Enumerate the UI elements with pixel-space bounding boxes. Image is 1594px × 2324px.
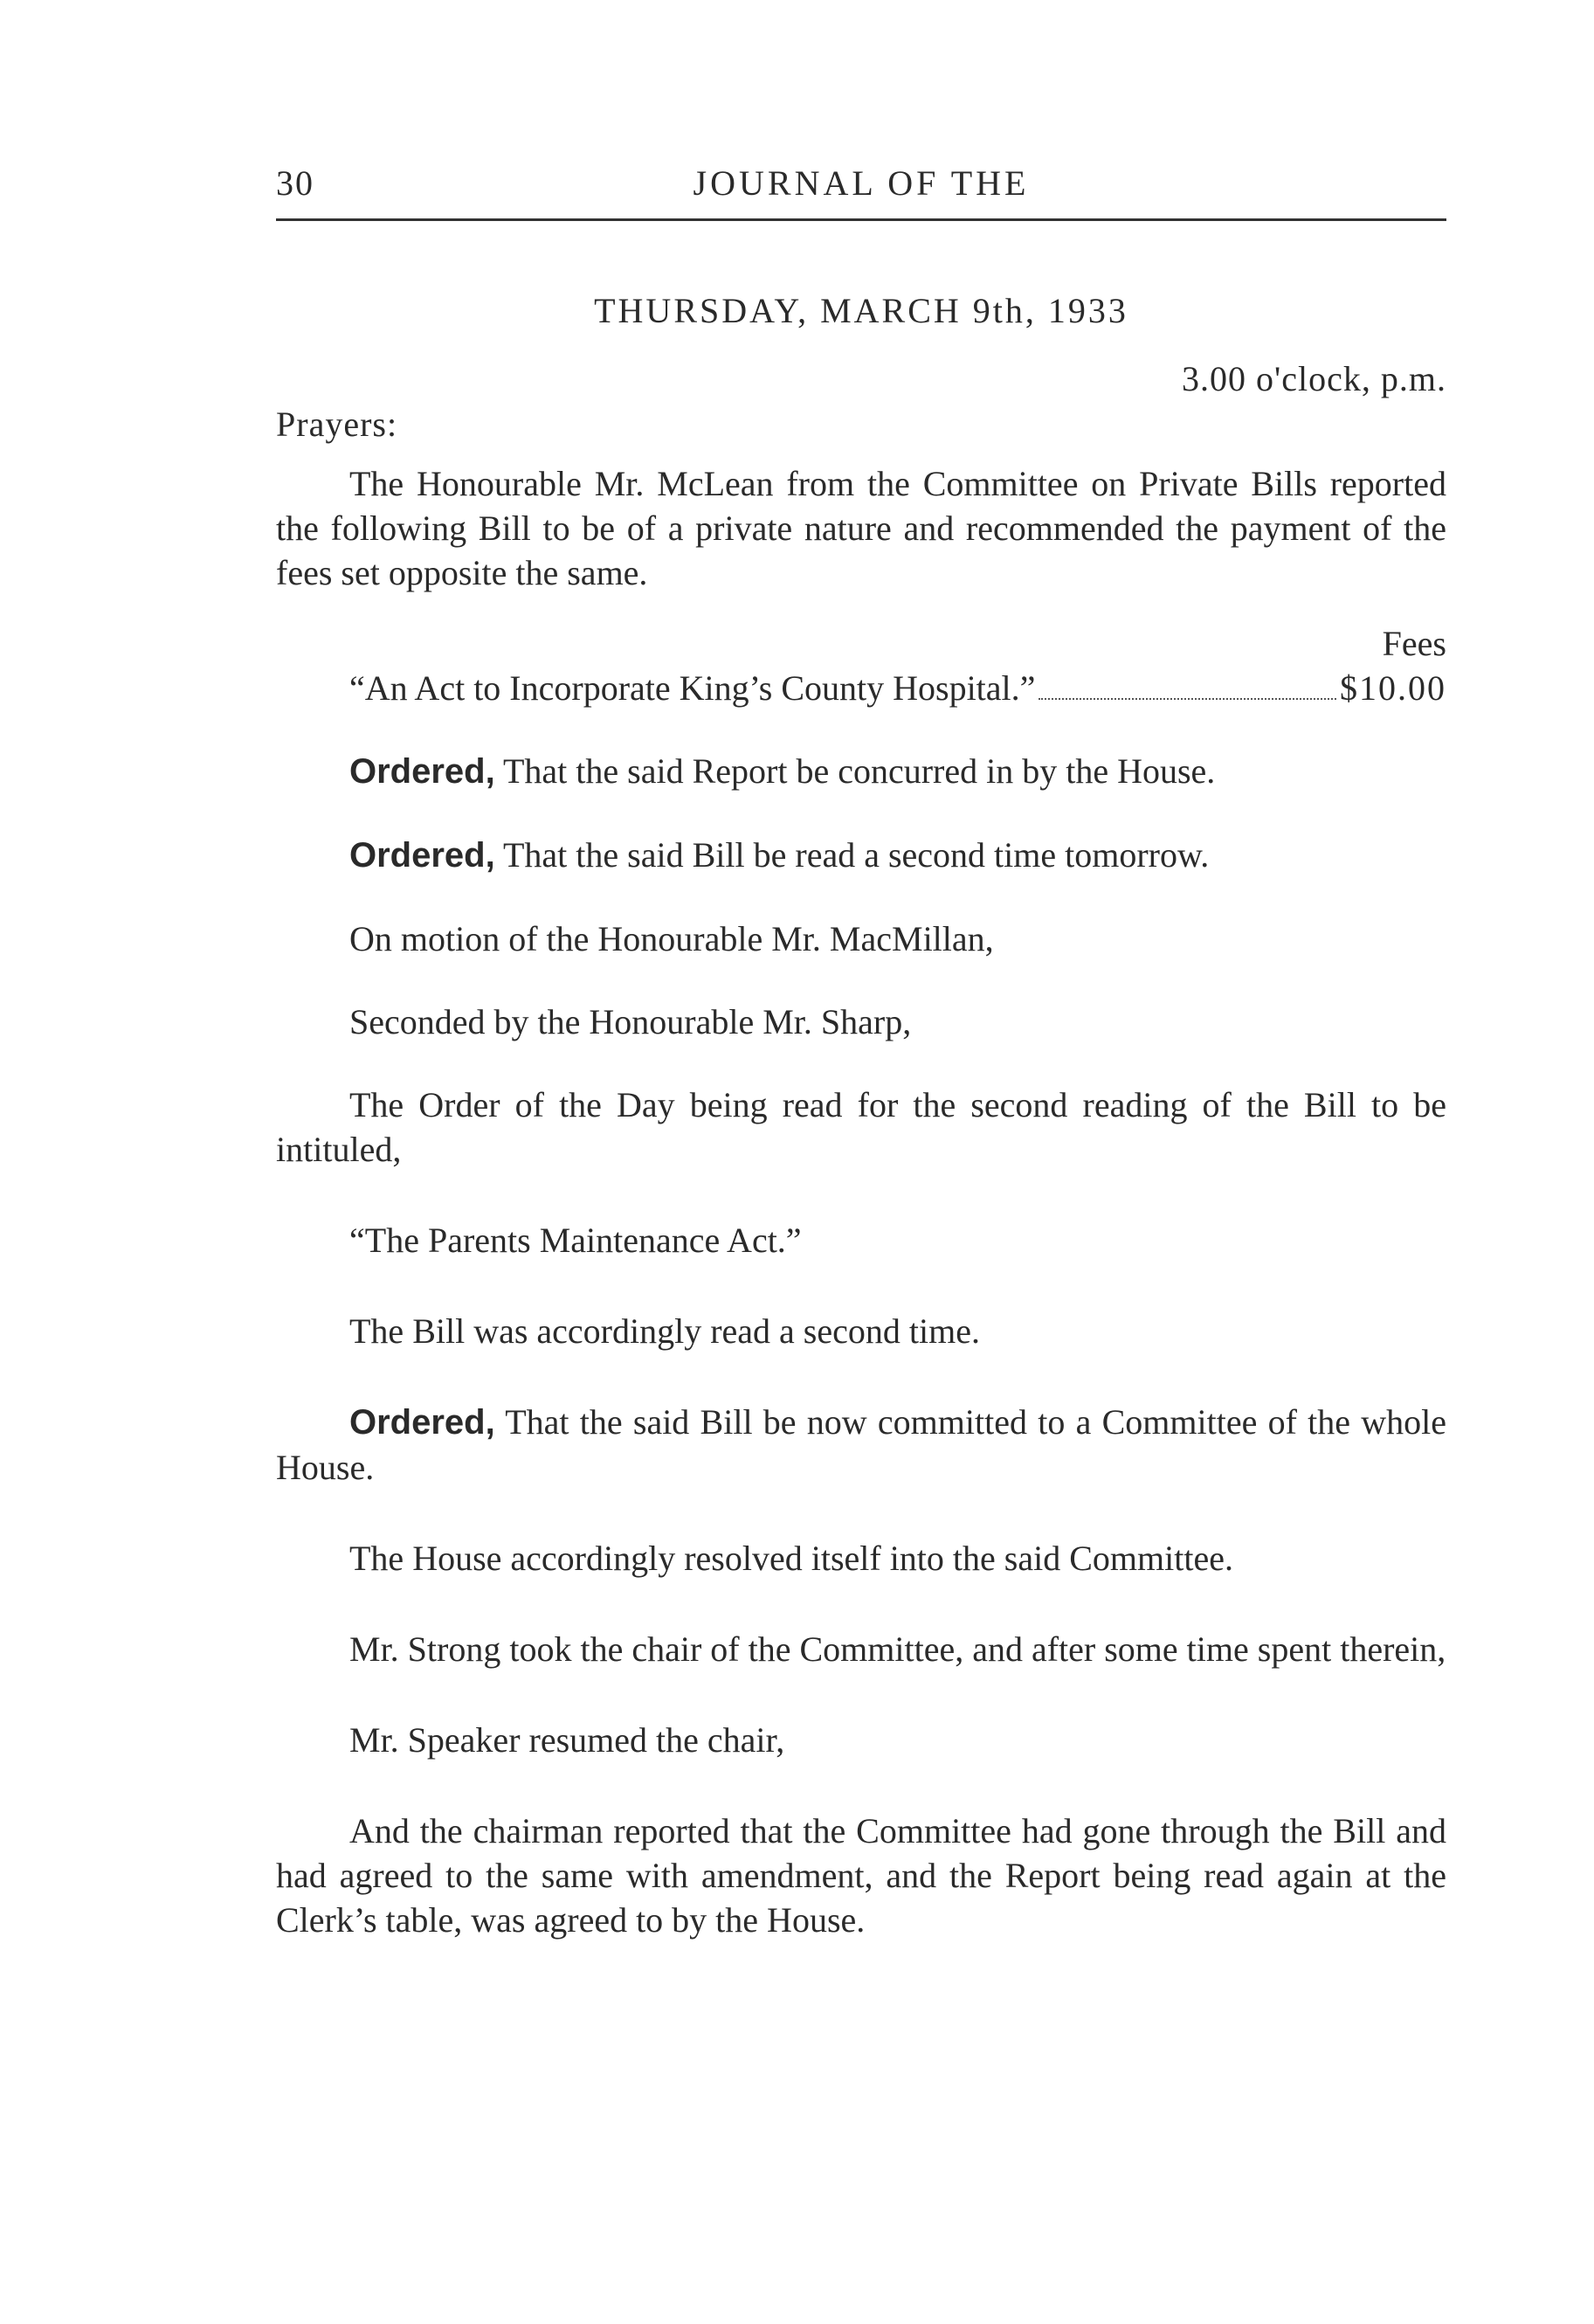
ordered-second-reading [276,833,1446,878]
ordered-label: Ordered, [349,752,495,791]
seconded-paragraph: Seconded by the Honourable Mr. Sharp, [349,1002,912,1041]
speaker-paragraph: Mr. Speaker resumed the chair, [349,1720,785,1760]
second-time-paragraph: The Bill was accordingly read a second time. [349,1311,980,1351]
sitting-time: 3.00 o'clock, p.m. [1182,359,1446,398]
order-of-day-paragraph: The Order of the Day being read for the second reading of the Bill to be intituled, [276,1085,1446,1169]
header-rule [276,218,1446,221]
ordered-label: Ordered, [349,1403,495,1442]
running-title: JOURNAL OF THE [693,163,1030,203]
bill-title: “The Parents Maintenance Act.” [349,1221,802,1260]
journal-body [276,461,1446,1942]
fees-heading: Fees [1382,624,1446,663]
chairman-report-paragraph: And the chairman reported that the Committee had gone through the Bill and had agreed to the same with amendment, and the Report being read again at the Clerk’s table, was agreed to by the House. [276,1811,1446,1940]
ordered-label: Ordered, [349,836,495,875]
resolved-paragraph: The House accordingly resolved itself into the said Committee. [349,1539,1233,1578]
ordered-report-concurred [276,749,1446,794]
fee-item-label: “An Act to Incorporate King’s County Hospital.” [349,668,1036,708]
page-number: 30 [276,163,314,203]
motion-paragraph: On motion of the Honourable Mr. MacMillan, [349,919,994,958]
ordered-committed [276,1400,1446,1490]
ordered-text: That the said Report be concurred in by the House. [494,751,1216,791]
ordered-text: That the said Bill be read a second time tomorrow. [494,835,1210,875]
sitting-date: THURSDAY, MARCH 9th, 1933 [594,291,1128,330]
dot-leader [1039,698,1336,700]
ordered-text: That the said Bill be now committed to a Committee of the whole House. [276,1402,1446,1487]
fee-item [276,666,1446,710]
page-header [276,163,1446,211]
fee-item-amount: $10.00 [1340,668,1446,708]
prayers-label: Prayers: [276,405,398,444]
strong-chair-paragraph: Mr. Strong took the chair of the Committee, and after some time spent therein, [349,1629,1446,1669]
committee-report-paragraph: The Honourable Mr. McLean from the Committee on Private Bills reported the following Bill to be of a private nature and recommended the payment of the fees set opposite the same. [276,464,1446,592]
